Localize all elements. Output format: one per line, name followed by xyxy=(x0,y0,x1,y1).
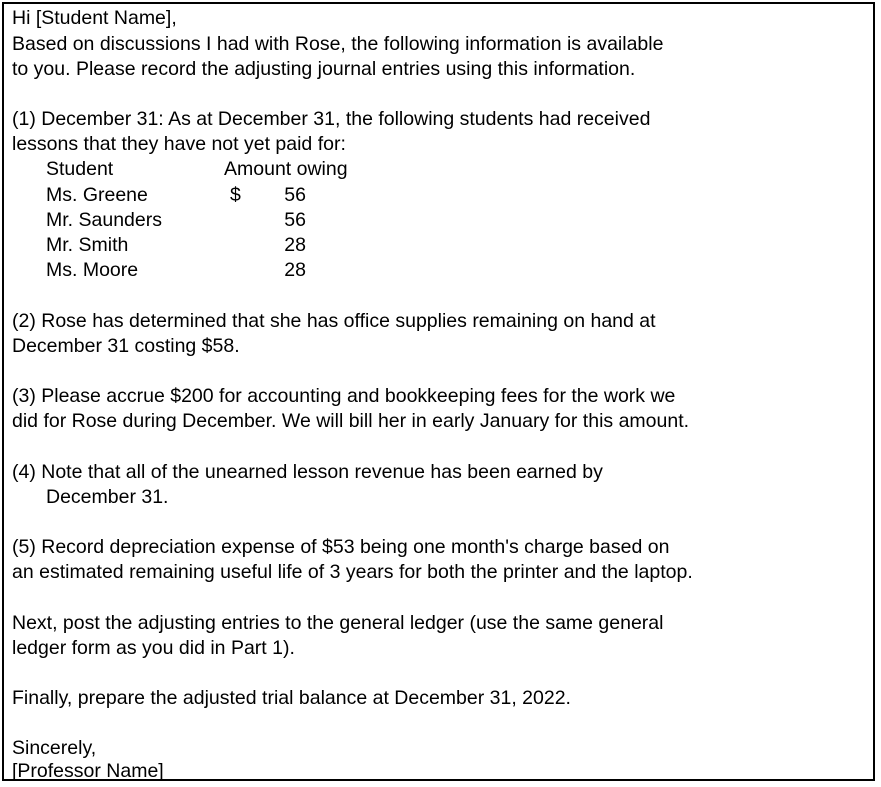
item5-line-2: an estimated remaining useful life of 3 years for both the printer and the laptop. xyxy=(12,561,693,583)
amount-owing: 56 xyxy=(284,184,306,206)
student-name: Mr. Smith xyxy=(46,234,129,256)
currency-symbol: $ xyxy=(230,184,241,206)
amount-owing: 56 xyxy=(284,209,306,231)
greeting: Hi [Student Name], xyxy=(12,7,177,29)
table-header-amount: Amount owing xyxy=(224,158,348,180)
intro-line-2: to you. Please record the adjusting journal entries using this information. xyxy=(12,58,636,80)
next-line-2: ledger form as you did in Part 1). xyxy=(12,637,295,659)
item5-line-1: (5) Record depreciation expense of $53 being one month's charge based on xyxy=(12,536,670,558)
item1-line-2: lessons that they have not yet paid for: xyxy=(12,133,346,155)
item2-line-2: December 31 costing $58. xyxy=(12,335,240,357)
table-header-student: Student xyxy=(46,158,114,180)
student-name: Ms. Moore xyxy=(46,259,139,281)
closing: Sincerely, xyxy=(12,737,97,759)
item1-line-1: (1) December 31: As at December 31, the following students had received xyxy=(12,108,651,130)
student-name: Mr. Saunders xyxy=(46,209,162,231)
item4-line-1: (4) Note that all of the unearned lesson revenue has been earned by xyxy=(12,461,603,483)
item3-line-2: did for Rose during December. We will bill her in early January for this amount. xyxy=(12,410,690,432)
item2-line-1: (2) Rose has determined that she has office supplies remaining on hand at xyxy=(12,310,656,332)
next-line-1: Next, post the adjusting entries to the general ledger (use the same general xyxy=(12,612,664,634)
message-frame xyxy=(2,2,875,781)
amount-owing: 28 xyxy=(284,259,306,281)
signature: [Professor Name] xyxy=(12,760,164,782)
student-name: Ms. Greene xyxy=(46,184,148,206)
item3-line-1: (3) Please accrue $200 for accounting and bookkeeping fees for the work we xyxy=(12,385,676,407)
finally-line: Finally, prepare the adjusted trial balance at December 31, 2022. xyxy=(12,687,571,709)
item4-line-2: December 31. xyxy=(46,486,169,508)
amount-owing: 28 xyxy=(284,234,306,256)
intro-line-1: Based on discussions I had with Rose, the following information is available xyxy=(12,33,664,55)
